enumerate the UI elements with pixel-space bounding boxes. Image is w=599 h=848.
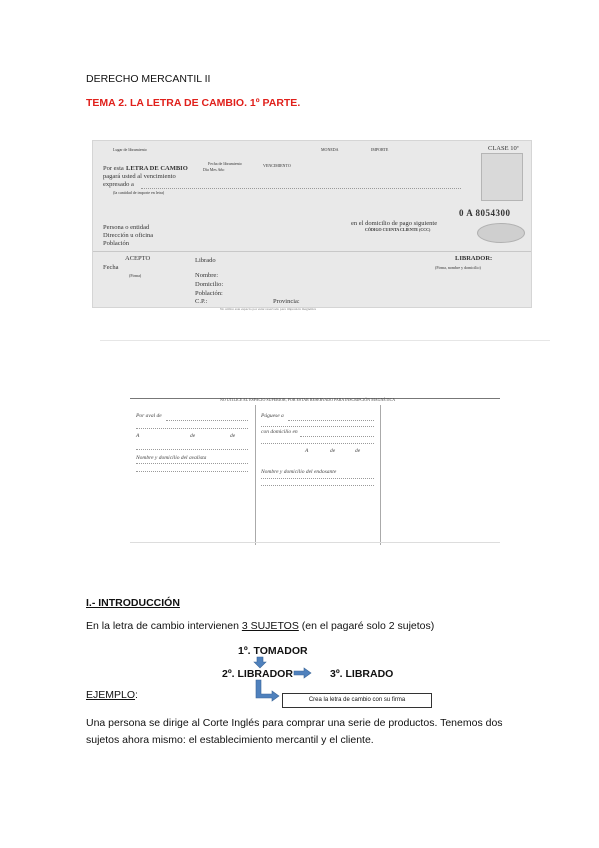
form-lugar-label: Lugar de libramiento bbox=[113, 147, 147, 152]
ejemplo-word: EJEMPLO bbox=[86, 689, 136, 701]
form-footer-note: No utilice este espacio por estar reservado para impresión magnética bbox=[220, 307, 317, 311]
form-clase-label: CLASE 10ª bbox=[488, 145, 519, 152]
intro-text-post: (en el pagaré solo 2 sujetos) bbox=[298, 620, 435, 632]
example-paragraph: Una persona se dirige al Corte Inglés para comprar una serie de productos. Tenemos dos sujetos ahora mismo: el establecimiento mercantil y el cliente. bbox=[86, 717, 503, 746]
form-letra-label: LETRA DE CAMBIO bbox=[126, 165, 188, 172]
ejemplo-colon: : bbox=[135, 689, 138, 701]
back-paguese-label: Páguese a bbox=[261, 413, 284, 419]
form-librador-label: LIBRADOR: bbox=[455, 255, 493, 262]
section-heading: I.- INTRODUCCIÓN bbox=[86, 597, 180, 609]
back-a-endoso: A bbox=[305, 448, 309, 454]
intro-text-pre: En la letra de cambio intervienen bbox=[86, 620, 242, 632]
form-poblacion-label: Población bbox=[103, 240, 129, 247]
back-nombre-avalista: Nombre y domicilio del avalista bbox=[136, 455, 207, 461]
form-serial-number: 0 A 8054300 bbox=[459, 208, 511, 218]
diagram-callout-box: Crea la letra de cambio con su firma bbox=[282, 693, 432, 708]
form-firma-label: (Firma) bbox=[129, 273, 142, 278]
arrow-down-icon bbox=[254, 657, 266, 668]
form-poblacion-librado: Población: bbox=[195, 290, 223, 297]
form-importe-label: IMPORTE bbox=[371, 147, 389, 152]
form-pagara: pagará usted al vencimiento bbox=[103, 173, 176, 180]
topic-heading: TEMA 2. LA LETRA DE CAMBIO. 1º PARTE. bbox=[86, 97, 301, 109]
form-librador-sub: (Firma, nombre y domicilio) bbox=[435, 265, 481, 270]
back-de-endoso-2: de bbox=[355, 448, 361, 454]
back-de-label-1: de bbox=[190, 433, 196, 439]
diagram-step-librador: 2º. LIBRADOR bbox=[222, 668, 293, 680]
form-por-esta: Por esta bbox=[103, 165, 124, 172]
form-provincia-label: Provincia: bbox=[273, 298, 300, 305]
form-cantidad-note: (la cantidad de importe en letra) bbox=[113, 190, 165, 195]
form-moneda-label: MONEDA bbox=[321, 147, 339, 152]
document-course-title: DERECHO MERCANTIL II bbox=[86, 73, 211, 85]
form-vencimiento-label: VENCIMIENTO bbox=[263, 163, 291, 168]
diagram-step-librado: 3º. LIBRADO bbox=[330, 668, 394, 680]
back-de-label-2: de bbox=[230, 433, 236, 439]
diagram-step-tomador: 1º. TOMADOR bbox=[238, 645, 308, 657]
form-fecha-label: Fecha bbox=[103, 264, 119, 271]
back-con-domicilio-label: con domicilio en bbox=[261, 429, 298, 435]
form-librado-heading: Librado bbox=[195, 257, 216, 264]
arrow-bend-icon bbox=[256, 680, 279, 701]
form-nombre-label: Nombre: bbox=[195, 272, 219, 279]
form-fecha-libramiento: Fecha de libramiento bbox=[208, 161, 242, 166]
back-a-label: A bbox=[136, 433, 140, 439]
form-domicilio-label: Domicilio: bbox=[195, 281, 224, 288]
arrow-right-icon bbox=[294, 668, 311, 678]
intro-text-underlined: 3 SUJETOS bbox=[241, 620, 299, 632]
ejemplo-label bbox=[86, 689, 138, 701]
form-cp-label: C.P.: bbox=[195, 298, 208, 305]
back-por-aval-label: Por aval de bbox=[136, 413, 162, 419]
back-nombre-endosante: Nombre y domicilio del endosante bbox=[261, 469, 337, 475]
form-expresado: expresado a bbox=[103, 181, 134, 188]
form-direccion-label: Dirección u oficina bbox=[103, 232, 154, 239]
back-header-note: NO UTILICE EL ESPACIO SUPERIOR, POR ESTAR RESERVADO PARA INSCRIPCIÓN MAGNÉTICA bbox=[220, 397, 396, 402]
form-dia-mes-ano: Día Mes Año bbox=[203, 167, 225, 172]
form-domicilio-pago: en el domicilio de pago siguiente bbox=[351, 220, 438, 227]
form-persona-label: Persona o entidad bbox=[103, 224, 150, 231]
form-ccc-label: CÓDIGO CUENTA CLIENTE (CCC) bbox=[365, 227, 431, 232]
form-acepto-label: ACEPTO bbox=[125, 255, 151, 262]
back-de-endoso-1: de bbox=[330, 448, 336, 454]
